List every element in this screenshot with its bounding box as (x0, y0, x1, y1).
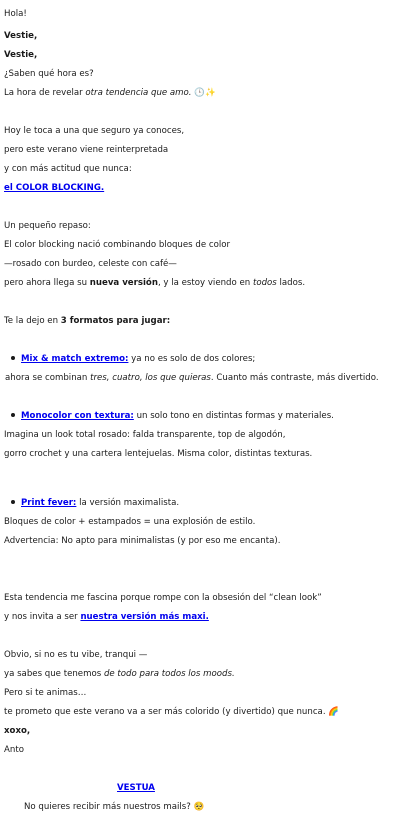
color-blocking-link-line (4, 182, 104, 194)
vestie-salutation-2: Vestie, (4, 50, 38, 60)
closing-line-3: Obvio, si no es tu vibe, tranqui — (4, 650, 148, 660)
closing-line-6: te prometo que este verano va a ser más colorido (y divertido) que nunca. 🌈 (4, 707, 339, 717)
rainbow-icon: 🌈 (325, 707, 339, 717)
bullet-item-mix-match: Mix & match extremo: ya no es solo de dos colores; (11, 353, 255, 365)
formats-line: Te la dejo en 3 formatos para jugar: (4, 316, 171, 326)
footer-brand-line (117, 782, 155, 794)
monocolor-link[interactable]: Monocolor con textura: (21, 411, 134, 421)
closing-line-5: Pero si te animas… (4, 688, 87, 698)
vestua-brand-link[interactable]: VESTUA (117, 783, 155, 793)
closing-line-1: Esta tendencia me fascina porque rompe con la obsesión del “clean look” (4, 593, 322, 603)
signature: Anto (4, 745, 24, 755)
maxi-version-link[interactable]: nuestra versión más maxi. (80, 612, 209, 622)
bullet-dot (11, 356, 15, 360)
color-blocking-link[interactable]: el COLOR BLOCKING. (4, 183, 105, 193)
intro-line-1: Hoy le toca a una que seguro ya conoces, (4, 126, 185, 136)
mix-match-link[interactable]: Mix & match extremo: (21, 354, 129, 364)
vestie-salutation-1: Vestie, (4, 31, 38, 41)
recap-line-2: El color blocking nació combinando bloques de color (4, 240, 231, 250)
mono-line-2: gorro crochet y una cartera lentejuelas. Misma color, distintas texturas. (4, 449, 313, 459)
signoff: xoxo, (4, 726, 31, 736)
pleading-face-icon: 🥺 (190, 802, 205, 812)
unsubscribe-line (24, 801, 204, 813)
print-fever-link[interactable]: Print fever: (21, 498, 77, 508)
reveal-line: La hora de revelar otra tendencia que amo. 🕒✨ (4, 88, 216, 98)
unsubscribe-text[interactable]: No quieres recibir más nuestros mails? (24, 802, 191, 812)
recap-line-4: pero ahora llega su nueva versión, y la estoy viendo en todos lados. (4, 278, 306, 288)
clock-sparkles-icon: 🕒✨ (191, 88, 216, 98)
mono-line-1: Imagina un look total rosado: falda transparente, top de algodón, (4, 430, 286, 440)
closing-line-4: ya sabes que tenemos de todo para todos los moods. (4, 669, 235, 679)
question-line: ¿Saben qué hora es? (4, 69, 94, 79)
intro-line-2: pero este verano viene reinterpretada (4, 145, 169, 155)
intro-line-3: y con más actitud que nunca: (4, 164, 132, 174)
recap-line-3: —rosado con burdeo, celeste con café— (4, 259, 177, 269)
bullet-dot (11, 413, 15, 417)
mix-line: ahora se combinan tres, cuatro, los que quieras. Cuanto más contraste, más divertido. (5, 373, 379, 383)
closing-line-2: y nos invita a ser nuestra versión más maxi. (4, 612, 209, 622)
print-line-1: Bloques de color + estampados = una explosión de estilo. (4, 517, 256, 527)
recap-line-1: Un pequeño repaso: (4, 221, 91, 231)
bullet-item-monocolor: Monocolor con textura: un solo tono en distintas formas y materiales. (11, 410, 334, 422)
bullet-item-print-fever: Print fever: la versión maximalista. (11, 497, 179, 509)
bullet-dot (11, 500, 15, 504)
greeting: Hola! (4, 9, 27, 19)
print-line-2: Advertencia: No apto para minimalistas (y por eso me encanta). (4, 536, 281, 546)
